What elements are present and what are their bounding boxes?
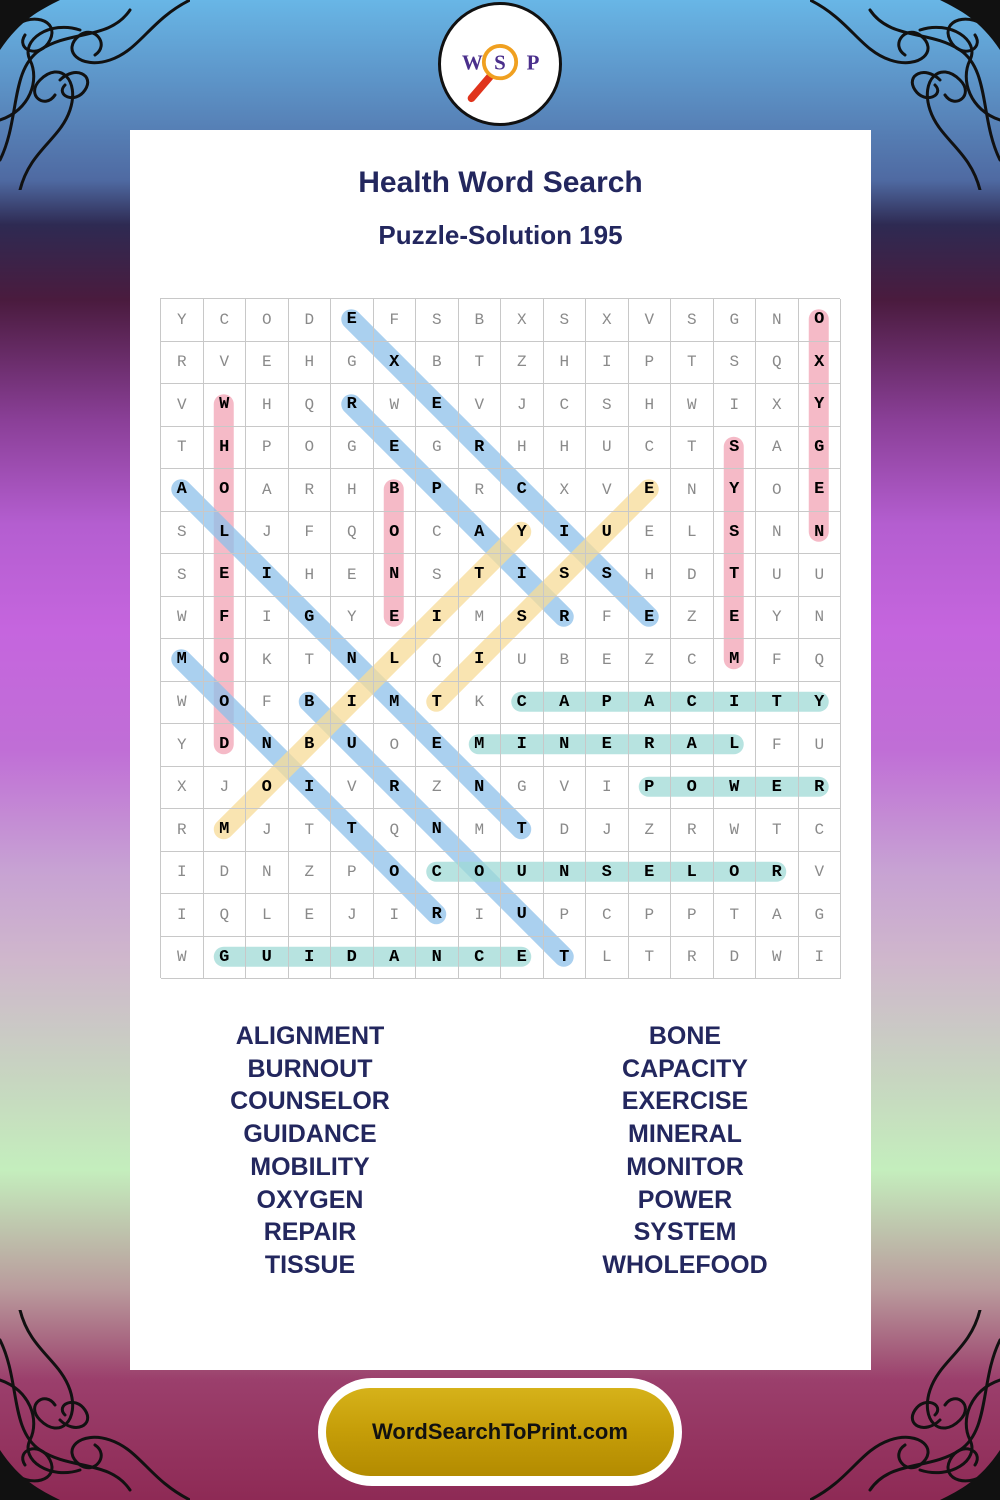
grid-cell: A — [161, 469, 204, 512]
grid-cell: I — [799, 937, 842, 980]
grid-cell: I — [161, 852, 204, 895]
grid-cell: T — [756, 809, 799, 852]
grid-cell: O — [204, 682, 247, 725]
grid-cell: X — [586, 299, 629, 342]
grid-cell: S — [544, 299, 587, 342]
grid-cell: E — [799, 469, 842, 512]
grid-cell: H — [289, 554, 332, 597]
grid-cell: I — [416, 597, 459, 640]
grid-cell: B — [544, 639, 587, 682]
grid-cell: I — [501, 554, 544, 597]
grid-cell: U — [501, 852, 544, 895]
grid-cell: O — [714, 852, 757, 895]
grid-cell: N — [544, 724, 587, 767]
grid-cell: N — [799, 597, 842, 640]
grid-cell: E — [629, 512, 672, 555]
grid-cell: T — [671, 342, 714, 385]
grid-cell: E — [204, 554, 247, 597]
grid-cell: U — [586, 427, 629, 470]
word-search-grid-area — [160, 298, 840, 978]
puzzle-card — [130, 130, 871, 1370]
grid-cell: N — [374, 554, 417, 597]
grid-cell: J — [204, 767, 247, 810]
grid-cell: J — [501, 384, 544, 427]
grid-cell: T — [629, 937, 672, 980]
grid-cell: P — [586, 682, 629, 725]
grid-cell: Q — [331, 512, 374, 555]
grid-cell: Y — [756, 597, 799, 640]
grid-cell: O — [289, 427, 332, 470]
grid-cell: J — [246, 512, 289, 555]
grid-cell: B — [459, 299, 502, 342]
grid-cell: V — [544, 767, 587, 810]
grid-cell: H — [246, 384, 289, 427]
grid-cell: T — [714, 894, 757, 937]
grid-cell: S — [161, 554, 204, 597]
grid-cell: S — [586, 852, 629, 895]
grid-cell: P — [629, 767, 672, 810]
grid-cell: U — [799, 724, 842, 767]
grid-cell: E — [289, 894, 332, 937]
grid-cell: O — [756, 469, 799, 512]
word-list-item: COUNSELOR — [230, 1087, 390, 1116]
grid-cell: H — [289, 342, 332, 385]
grid-cell: A — [629, 682, 672, 725]
grid-cell: T — [289, 639, 332, 682]
grid-cell: F — [289, 512, 332, 555]
grid-cell: O — [204, 469, 247, 512]
word-list-item: TISSUE — [264, 1250, 356, 1279]
grid-cell: U — [331, 724, 374, 767]
grid-cell: M — [204, 809, 247, 852]
grid-cell: F — [586, 597, 629, 640]
grid-cell: R — [671, 937, 714, 980]
grid-cell: X — [161, 767, 204, 810]
grid-cell: X — [374, 342, 417, 385]
grid-cell: A — [756, 894, 799, 937]
grid-cell: Z — [289, 852, 332, 895]
grid-cell: I — [374, 894, 417, 937]
grid-cell: E — [246, 342, 289, 385]
grid-cell: Z — [416, 767, 459, 810]
grid-cell: B — [289, 724, 332, 767]
grid-cell: V — [331, 767, 374, 810]
grid-cell: M — [459, 597, 502, 640]
grid-cell: C — [544, 384, 587, 427]
grid-cell: P — [629, 342, 672, 385]
grid-cell: Q — [416, 639, 459, 682]
grid-cell: W — [161, 597, 204, 640]
grid-cell: X — [501, 299, 544, 342]
grid-cell: Y — [714, 469, 757, 512]
grid-cell: G — [799, 427, 842, 470]
grid-cell: L — [714, 724, 757, 767]
word-list-right — [505, 1020, 865, 1282]
grid-cell: R — [374, 767, 417, 810]
grid-cell: R — [629, 724, 672, 767]
grid-cell: H — [204, 427, 247, 470]
grid-cell: H — [331, 469, 374, 512]
grid-cell: H — [501, 427, 544, 470]
grid-cell: F — [204, 597, 247, 640]
grid-cell: D — [714, 937, 757, 980]
grid-cell: Z — [629, 639, 672, 682]
grid-cell: O — [374, 724, 417, 767]
grid-cell: X — [544, 469, 587, 512]
word-list-item: CAPACITY — [622, 1054, 748, 1083]
grid-cell: E — [629, 597, 672, 640]
word-list-item: MOBILITY — [250, 1152, 370, 1181]
grid-cell: S — [416, 299, 459, 342]
grid-cell: S — [416, 554, 459, 597]
grid-cell: K — [246, 639, 289, 682]
grid-cell: X — [799, 342, 842, 385]
word-list-item: GUIDANCE — [243, 1120, 377, 1149]
wsp-logo[interactable] — [438, 2, 562, 126]
grid-cell: N — [756, 299, 799, 342]
grid-cell: F — [374, 299, 417, 342]
grid-cell: N — [544, 852, 587, 895]
grid-cell: G — [416, 427, 459, 470]
grid-cell: I — [501, 724, 544, 767]
grid-cell: U — [246, 937, 289, 980]
grid-cell: P — [671, 894, 714, 937]
grid-cell: V — [459, 384, 502, 427]
grid-cell: C — [416, 512, 459, 555]
grid-cell: T — [161, 427, 204, 470]
grid-cell: H — [544, 427, 587, 470]
grid-cell: T — [756, 682, 799, 725]
grid-cell: T — [544, 937, 587, 980]
grid-cell: E — [586, 639, 629, 682]
grid-cell: T — [501, 809, 544, 852]
grid-cell: R — [459, 469, 502, 512]
grid-cell: T — [671, 427, 714, 470]
grid-cell: W — [714, 809, 757, 852]
grid-cell: I — [586, 767, 629, 810]
grid-cell: R — [799, 767, 842, 810]
grid-cell: U — [501, 894, 544, 937]
grid-cell: P — [331, 852, 374, 895]
grid-cell: A — [374, 937, 417, 980]
grid-cell: C — [671, 639, 714, 682]
grid-cell: F — [246, 682, 289, 725]
grid-cell: Q — [756, 342, 799, 385]
grid-cell: I — [459, 894, 502, 937]
grid-cell: R — [671, 809, 714, 852]
grid-cell: W — [161, 937, 204, 980]
grid-cell: Z — [629, 809, 672, 852]
grid-cell: B — [289, 682, 332, 725]
grid-cell: G — [204, 937, 247, 980]
grid-cell: B — [374, 469, 417, 512]
grid-cell: Y — [799, 682, 842, 725]
grid-cell: E — [416, 724, 459, 767]
grid-cell: K — [459, 682, 502, 725]
grid-cell: P — [629, 894, 672, 937]
grid-cell: J — [246, 809, 289, 852]
grid-cell: L — [671, 852, 714, 895]
grid-cell: P — [544, 894, 587, 937]
grid-cell: O — [799, 299, 842, 342]
word-list-item: ALIGNMENT — [235, 1022, 385, 1050]
grid-cell: C — [501, 682, 544, 725]
logo-letter-s: S — [494, 50, 506, 75]
grid-cell: C — [416, 852, 459, 895]
grid-cell: O — [374, 852, 417, 895]
grid-cell: E — [331, 299, 374, 342]
grid-cell: U — [586, 512, 629, 555]
grid-cell: T — [331, 809, 374, 852]
word-search-grid — [160, 298, 840, 978]
grid-cell: L — [374, 639, 417, 682]
grid-cell: E — [714, 597, 757, 640]
word-list-item: MINERAL — [628, 1120, 742, 1149]
grid-cell: E — [586, 724, 629, 767]
grid-cell: I — [246, 554, 289, 597]
word-list-left — [130, 1020, 490, 1282]
grid-cell: T — [289, 809, 332, 852]
grid-cell: I — [544, 512, 587, 555]
grid-cell: E — [331, 554, 374, 597]
grid-cell: J — [331, 894, 374, 937]
grid-cell: A — [459, 512, 502, 555]
grid-cell: C — [459, 937, 502, 980]
grid-cell: P — [416, 469, 459, 512]
grid-cell: Q — [799, 639, 842, 682]
grid-cell: Q — [289, 384, 332, 427]
grid-cell: C — [671, 682, 714, 725]
grid-cell: T — [459, 554, 502, 597]
grid-cell: R — [459, 427, 502, 470]
grid-cell: Z — [501, 342, 544, 385]
grid-cell: N — [671, 469, 714, 512]
grid-cell: I — [331, 682, 374, 725]
grid-cell: O — [671, 767, 714, 810]
grid-cell: W — [714, 767, 757, 810]
grid-cell: A — [671, 724, 714, 767]
word-list-item: MONITOR — [626, 1152, 744, 1181]
word-list-item: POWER — [637, 1185, 733, 1214]
grid-cell: I — [289, 937, 332, 980]
grid-cell: D — [331, 937, 374, 980]
grid-cell: G — [289, 597, 332, 640]
grid-cell: N — [416, 937, 459, 980]
grid-cell: B — [416, 342, 459, 385]
grid-cell: N — [416, 809, 459, 852]
grid-cell: M — [161, 639, 204, 682]
grid-cell: G — [501, 767, 544, 810]
grid-cell: E — [756, 767, 799, 810]
grid-cell: S — [671, 299, 714, 342]
grid-cell: N — [799, 512, 842, 555]
grid-cell: W — [756, 937, 799, 980]
grid-cell: N — [756, 512, 799, 555]
word-list-item: SYSTEM — [633, 1218, 737, 1247]
website-label: WordSearchToPrint.com — [326, 1388, 674, 1476]
grid-cell: A — [756, 427, 799, 470]
grid-cell: I — [289, 767, 332, 810]
grid-cell: V — [161, 384, 204, 427]
grid-cell: G — [714, 299, 757, 342]
grid-cell: U — [799, 554, 842, 597]
grid-cell: S — [586, 554, 629, 597]
logo-letter-p: P — [526, 50, 540, 75]
grid-cell: A — [544, 682, 587, 725]
grid-cell: V — [204, 342, 247, 385]
grid-cell: R — [161, 342, 204, 385]
grid-cell: F — [756, 724, 799, 767]
grid-cell: Y — [799, 384, 842, 427]
logo-letter-w: W — [461, 50, 483, 75]
grid-cell: R — [544, 597, 587, 640]
grid-cell: S — [161, 512, 204, 555]
grid-cell: G — [799, 894, 842, 937]
grid-cell: C — [586, 894, 629, 937]
grid-cell: M — [459, 809, 502, 852]
grid-cell: N — [246, 724, 289, 767]
grid-cell: H — [544, 342, 587, 385]
grid-cell: V — [629, 299, 672, 342]
grid-cell: C — [204, 299, 247, 342]
grid-cell: J — [586, 809, 629, 852]
word-list-item: OXYGEN — [256, 1185, 364, 1214]
grid-cell: L — [246, 894, 289, 937]
grid-cell: C — [629, 427, 672, 470]
grid-cell: O — [204, 639, 247, 682]
grid-cell: P — [246, 427, 289, 470]
grid-cell: D — [289, 299, 332, 342]
grid-cell: O — [246, 299, 289, 342]
grid-cell: I — [246, 597, 289, 640]
grid-cell: R — [756, 852, 799, 895]
page-subtitle: Puzzle-Solution 195 — [378, 220, 623, 250]
grid-cell: F — [756, 639, 799, 682]
grid-cell: I — [459, 639, 502, 682]
grid-cell: S — [586, 384, 629, 427]
page-title: Health Word Search — [358, 166, 643, 199]
grid-cell: S — [714, 342, 757, 385]
grid-cell: Z — [671, 597, 714, 640]
grid-cell: R — [161, 809, 204, 852]
grid-cell: R — [416, 894, 459, 937]
grid-cell: D — [204, 852, 247, 895]
grid-cell: Y — [501, 512, 544, 555]
grid-cell: N — [331, 639, 374, 682]
grid-cell: W — [671, 384, 714, 427]
grid-cell: L — [671, 512, 714, 555]
grid-cell: M — [714, 639, 757, 682]
grid-cell: O — [374, 512, 417, 555]
grid-cell: I — [714, 682, 757, 725]
word-list-item: EXERCISE — [621, 1087, 749, 1116]
grid-cell: W — [374, 384, 417, 427]
grid-cell: Y — [331, 597, 374, 640]
grid-cell: Q — [204, 894, 247, 937]
grid-cell: E — [374, 427, 417, 470]
grid-cell: S — [714, 427, 757, 470]
grid-cell: T — [416, 682, 459, 725]
grid-cell: H — [629, 384, 672, 427]
grid-cell: E — [416, 384, 459, 427]
grid-cell: O — [459, 852, 502, 895]
grid-cell: C — [799, 809, 842, 852]
grid-cell: W — [161, 682, 204, 725]
grid-cell: G — [331, 342, 374, 385]
word-list-item: BONE — [648, 1022, 722, 1050]
grid-cell: M — [459, 724, 502, 767]
grid-cell: I — [714, 384, 757, 427]
grid-cell: V — [586, 469, 629, 512]
grid-cell: M — [374, 682, 417, 725]
grid-cell: G — [331, 427, 374, 470]
grid-cell: D — [204, 724, 247, 767]
grid-cell: R — [289, 469, 332, 512]
grid-cell: L — [586, 937, 629, 980]
grid-cell: N — [246, 852, 289, 895]
grid-cell: C — [501, 469, 544, 512]
grid-cell: A — [246, 469, 289, 512]
grid-cell: D — [671, 554, 714, 597]
grid-cell: E — [374, 597, 417, 640]
grid-cell: T — [714, 554, 757, 597]
grid-cell: S — [501, 597, 544, 640]
grid-cell: T — [459, 342, 502, 385]
grid-cell: I — [586, 342, 629, 385]
website-button[interactable] — [318, 1378, 682, 1486]
grid-cell: X — [756, 384, 799, 427]
grid-cell: I — [161, 894, 204, 937]
grid-cell: W — [204, 384, 247, 427]
grid-cell: E — [629, 852, 672, 895]
word-list-item: WHOLEFOOD — [602, 1250, 768, 1279]
grid-cell: Y — [161, 724, 204, 767]
grid-cell: N — [459, 767, 502, 810]
grid-cell: S — [714, 512, 757, 555]
grid-cell: Q — [374, 809, 417, 852]
grid-cell: R — [331, 384, 374, 427]
grid-cell: U — [756, 554, 799, 597]
word-list-item: REPAIR — [263, 1218, 357, 1247]
grid-cell: U — [501, 639, 544, 682]
grid-cell: O — [246, 767, 289, 810]
grid-cell: L — [204, 512, 247, 555]
grid-cell: E — [629, 469, 672, 512]
grid-cell: S — [544, 554, 587, 597]
grid-cell: D — [544, 809, 587, 852]
grid-cell: H — [629, 554, 672, 597]
grid-cell: Y — [161, 299, 204, 342]
word-list-item: BURNOUT — [247, 1054, 373, 1083]
grid-cell: V — [799, 852, 842, 895]
grid-cell: E — [501, 937, 544, 980]
